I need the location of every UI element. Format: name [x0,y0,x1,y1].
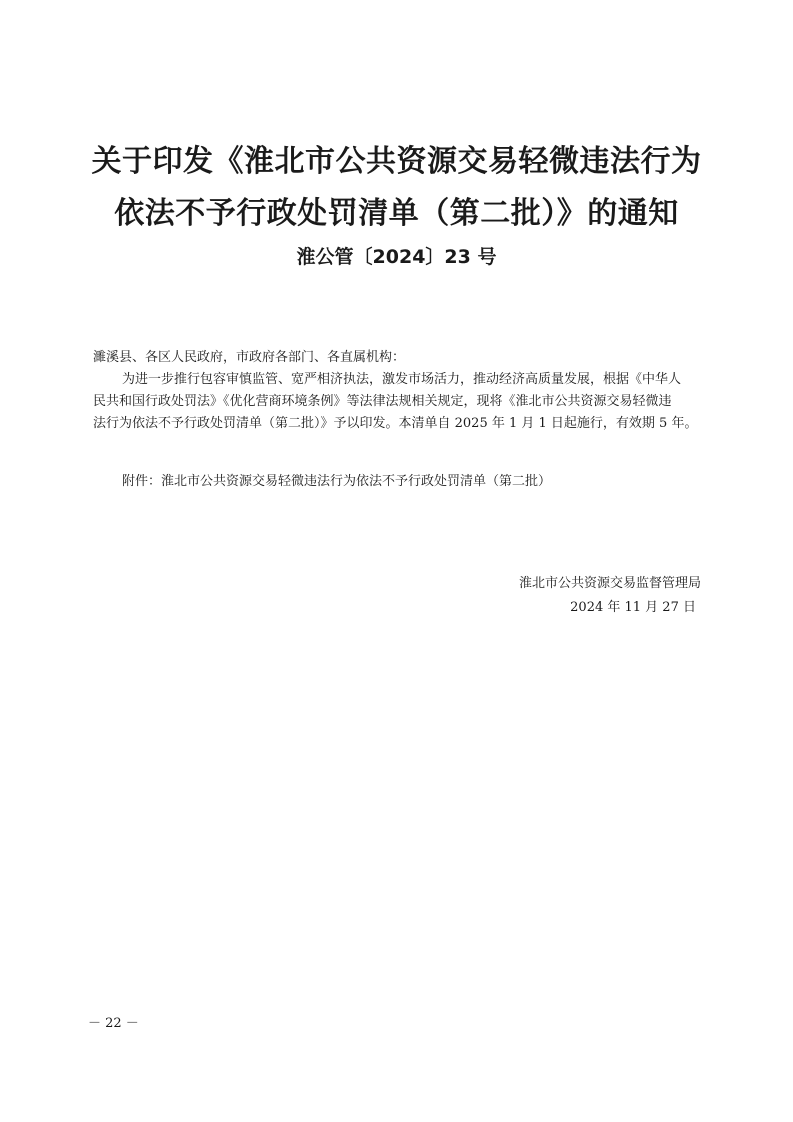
issue-date: 2024 年 11 月 27 日 [570,600,696,615]
body-paragraph-line-3: 法行为依法不予行政处罚清单（第二批）》予以印发。本清单自 2025 年 1 月 1 日起施行，有效期 5 年。 [93,416,698,431]
page-number: － 22 － [88,1016,139,1031]
document-number: 淮公管〔2024〕23 号 [296,246,497,268]
attachment-note: 附件：淮北市公共资源交易轻微违法行为依法不予行政处罚清单（第二批） [122,474,552,489]
salutation: 濉溪县、各区人民政府，市政府各部门、各直属机构： [93,350,406,365]
body-paragraph-line-2: 民共和国行政处罚法》《优化营商环境条例》等法律法规相关规定，现将《淮北市公共资源交易轻微违 [93,394,672,409]
issuing-organization: 淮北市公共资源交易监督管理局 [518,576,701,591]
body-paragraph-line-1: 为进一步推行包容审慎监管、宽严相济执法，激发市场活力，推动经济高质量发展，根据《中华人 [122,372,682,387]
document-title-line-2: 依法不予行政处罚清单（第二批）》的通知 [114,196,679,231]
document-title-line-1: 关于印发《淮北市公共资源交易轻微违法行为 [91,144,702,179]
